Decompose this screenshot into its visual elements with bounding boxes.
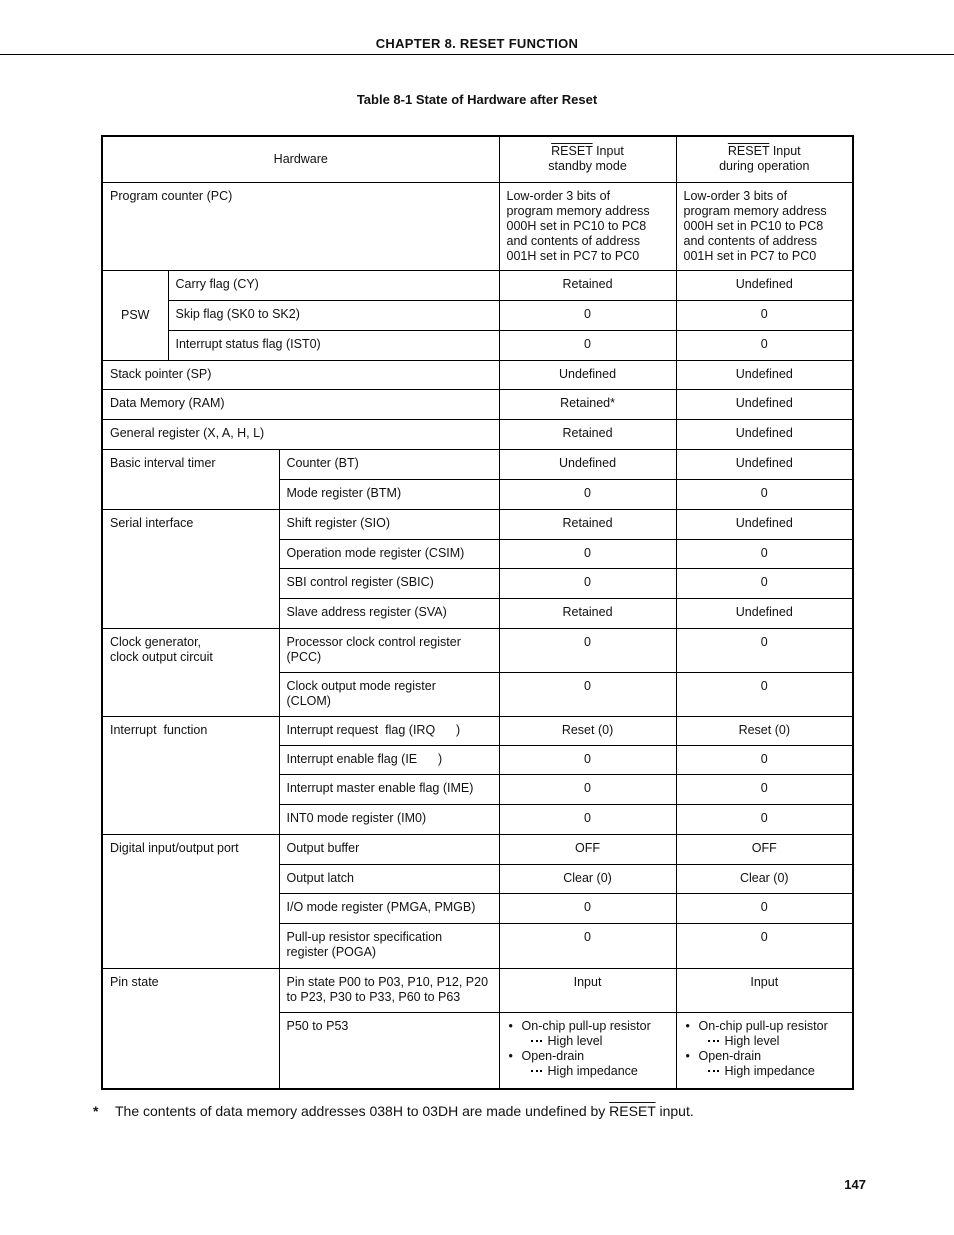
cell-operation: 0 xyxy=(676,774,853,804)
row-label-line: register (POGA) xyxy=(286,944,377,959)
table-row xyxy=(102,968,853,1012)
cell-line: Low-order 3 bits of xyxy=(683,188,788,203)
footnote-text: input. xyxy=(655,1103,694,1119)
table-row xyxy=(102,449,853,479)
list-item-text: High impedance xyxy=(724,1063,815,1078)
cell-operation: Undefined xyxy=(676,419,853,449)
group-label: Interrupt function xyxy=(102,716,279,834)
row-label xyxy=(279,628,499,672)
row-label: Shift register (SIO) xyxy=(279,509,499,539)
row-label xyxy=(279,923,499,968)
reset-signal: RESET xyxy=(609,1103,656,1119)
cell-operation xyxy=(676,182,853,270)
list-item xyxy=(507,1064,669,1079)
list-item xyxy=(684,1019,846,1034)
row-label: Interrupt enable flag (IE ) xyxy=(279,745,499,774)
cell-standby: Retained xyxy=(499,598,676,628)
list-item xyxy=(507,1049,669,1064)
cell-standby: Retained* xyxy=(499,389,676,419)
bullet-icon: • xyxy=(508,1048,513,1063)
column-header-text: Input xyxy=(769,144,801,159)
list-item-text: High level xyxy=(547,1033,603,1048)
list-item xyxy=(684,1034,846,1049)
cell-operation: Clear (0) xyxy=(676,864,853,893)
cell-line: and contents of address xyxy=(506,233,640,248)
row-label-line: Pull-up resistor specification xyxy=(286,929,443,944)
cell-standby: 0 xyxy=(499,804,676,834)
cell-operation: OFF xyxy=(676,834,853,864)
table-title: Table 8-1 State of Hardware after Reset xyxy=(356,92,598,107)
cell-operation: Undefined xyxy=(676,360,853,389)
dotted-arrow-icon xyxy=(531,1070,542,1072)
list-item xyxy=(684,1049,846,1064)
row-label xyxy=(279,672,499,716)
row-label: Output buffer xyxy=(279,834,499,864)
cell-standby: 0 xyxy=(499,923,676,968)
list-item xyxy=(684,1064,846,1079)
cell-standby: 0 xyxy=(499,628,676,672)
hardware-column-header: Hardware xyxy=(102,136,499,182)
bullet-icon: • xyxy=(685,1018,690,1033)
cell-operation: Undefined xyxy=(676,449,853,479)
group-label: Serial interface xyxy=(102,509,279,628)
group-label-line: Clock generator, xyxy=(110,634,202,649)
cell-standby: 0 xyxy=(499,774,676,804)
row-label: Carry flag (CY) xyxy=(168,270,499,300)
cell-operation: Reset (0) xyxy=(676,716,853,745)
pin-state-list xyxy=(684,1019,846,1079)
reset-signal: RESET xyxy=(727,144,770,159)
operation-column-header xyxy=(676,136,853,182)
hardware-state-table xyxy=(101,135,854,1090)
table-row xyxy=(102,834,853,864)
row-label-line: Pin state P00 to P03, P10, P12, P20 xyxy=(286,974,489,989)
row-label: I/O mode register (PMGA, PMGB) xyxy=(279,893,499,923)
row-label-line: to P23, P30 to P33, P60 to P63 xyxy=(286,989,461,1004)
cell-standby: 0 xyxy=(499,330,676,360)
cell-operation: 0 xyxy=(676,300,853,330)
cell-standby: Retained xyxy=(499,509,676,539)
group-label xyxy=(102,628,279,716)
dotted-arrow-icon xyxy=(708,1070,719,1072)
cell-operation: 0 xyxy=(676,745,853,774)
cell-operation: Input xyxy=(676,968,853,1012)
list-item xyxy=(507,1019,669,1034)
row-label-line: Processor clock control register xyxy=(286,634,461,649)
row-label: General register (X, A, H, L) xyxy=(102,419,499,449)
footnote xyxy=(93,1103,694,1119)
cell-standby: Retained xyxy=(499,419,676,449)
cell-standby: Undefined xyxy=(499,449,676,479)
cell-line: program memory address xyxy=(683,203,827,218)
cell-operation: Undefined xyxy=(676,598,853,628)
group-label: Basic interval timer xyxy=(102,449,279,509)
row-label: Operation mode register (CSIM) xyxy=(279,539,499,568)
cell-standby: Input xyxy=(499,968,676,1012)
row-label: Mode register (BTM) xyxy=(279,479,499,509)
row-label: Counter (BT) xyxy=(279,449,499,479)
cell-operation: 0 xyxy=(676,804,853,834)
group-label: Digital input/output port xyxy=(102,834,279,968)
list-item-text: Open-drain xyxy=(521,1048,585,1063)
row-label: Skip flag (SK0 to SK2) xyxy=(168,300,499,330)
cell-standby: OFF xyxy=(499,834,676,864)
pin-state-list xyxy=(507,1019,669,1079)
cell-standby: Clear (0) xyxy=(499,864,676,893)
list-item-text: High level xyxy=(724,1033,780,1048)
cell-standby: 0 xyxy=(499,568,676,598)
row-label xyxy=(279,968,499,1012)
table-row xyxy=(102,270,853,300)
row-label-line: (PCC) xyxy=(286,649,322,664)
cell-standby: 0 xyxy=(499,479,676,509)
chapter-header: CHAPTER 8. RESET FUNCTION xyxy=(375,36,579,51)
cell-operation: Undefined xyxy=(676,270,853,300)
dotted-arrow-icon xyxy=(531,1040,542,1042)
row-label: Stack pointer (SP) xyxy=(102,360,499,389)
cell-operation: 0 xyxy=(676,893,853,923)
row-label: Interrupt master enable flag (IME) xyxy=(279,774,499,804)
cell-standby: 0 xyxy=(499,300,676,330)
footnote-marker: * xyxy=(93,1103,99,1119)
cell-operation: 0 xyxy=(676,330,853,360)
table-row xyxy=(102,509,853,539)
cell-operation: 0 xyxy=(676,539,853,568)
bullet-icon: • xyxy=(685,1048,690,1063)
group-label: PSW xyxy=(102,270,168,360)
table-row xyxy=(102,300,853,330)
row-label-line: Clock output mode register xyxy=(286,678,436,693)
table-row xyxy=(102,330,853,360)
row-label: Interrupt status flag (IST0) xyxy=(168,330,499,360)
cell-operation: Undefined xyxy=(676,509,853,539)
cell-line: program memory address xyxy=(506,203,650,218)
row-label: Program counter (PC) xyxy=(102,182,499,270)
cell-operation xyxy=(676,1012,853,1089)
row-label: Slave address register (SVA) xyxy=(279,598,499,628)
column-header-text: standby mode xyxy=(548,159,627,174)
list-item-text: Open-drain xyxy=(698,1048,762,1063)
row-label: Interrupt request flag (IRQ ) xyxy=(279,716,499,745)
row-label: P50 to P53 xyxy=(279,1012,499,1089)
table-row xyxy=(102,716,853,745)
table-row xyxy=(102,182,853,270)
standby-column-header xyxy=(499,136,676,182)
cell-operation: 0 xyxy=(676,628,853,672)
cell-standby: Retained xyxy=(499,270,676,300)
dotted-arrow-icon xyxy=(708,1040,719,1042)
table-row xyxy=(102,419,853,449)
list-item xyxy=(507,1034,669,1049)
cell-standby: 0 xyxy=(499,893,676,923)
cell-operation: Undefined xyxy=(676,389,853,419)
cell-operation: 0 xyxy=(676,479,853,509)
cell-standby: 0 xyxy=(499,745,676,774)
column-header-text: during operation xyxy=(719,159,810,174)
row-label-line: (CLOM) xyxy=(286,693,331,708)
cell-line: Low-order 3 bits of xyxy=(506,188,611,203)
table-row xyxy=(102,628,853,672)
list-item-text: On-chip pull-up resistor xyxy=(521,1018,651,1033)
group-label: Pin state xyxy=(102,968,279,1089)
footnote-text: The contents of data memory addresses 038H to 03DH are made undefined by xyxy=(115,1103,610,1119)
group-label-line: clock output circuit xyxy=(110,649,213,664)
bullet-icon: • xyxy=(508,1018,513,1033)
list-item-text: On-chip pull-up resistor xyxy=(698,1018,828,1033)
cell-line: 000H set in PC10 to PC8 xyxy=(506,218,647,233)
cell-standby: Reset (0) xyxy=(499,716,676,745)
reset-signal: RESET xyxy=(551,144,593,159)
cell-standby xyxy=(499,1012,676,1089)
row-label: Data Memory (RAM) xyxy=(102,389,499,419)
cell-line: 001H set in PC7 to PC0 xyxy=(506,248,640,263)
column-header-text: Input xyxy=(592,144,624,159)
row-label: INT0 mode register (IM0) xyxy=(279,804,499,834)
cell-line: and contents of address xyxy=(683,233,817,248)
header-rule xyxy=(0,54,954,55)
page-number: 147 xyxy=(844,1177,866,1192)
cell-operation: 0 xyxy=(676,923,853,968)
cell-standby: 0 xyxy=(499,672,676,716)
cell-operation: 0 xyxy=(676,568,853,598)
table-row xyxy=(102,360,853,389)
cell-line: 000H set in PC10 to PC8 xyxy=(683,218,824,233)
row-label: SBI control register (SBIC) xyxy=(279,568,499,598)
table-header-row xyxy=(102,136,853,182)
row-label: Output latch xyxy=(279,864,499,893)
cell-operation: 0 xyxy=(676,672,853,716)
cell-standby xyxy=(499,182,676,270)
cell-standby: 0 xyxy=(499,539,676,568)
cell-standby: Undefined xyxy=(499,360,676,389)
table-row xyxy=(102,389,853,419)
list-item-text: High impedance xyxy=(547,1063,638,1078)
cell-line: 001H set in PC7 to PC0 xyxy=(683,248,817,263)
